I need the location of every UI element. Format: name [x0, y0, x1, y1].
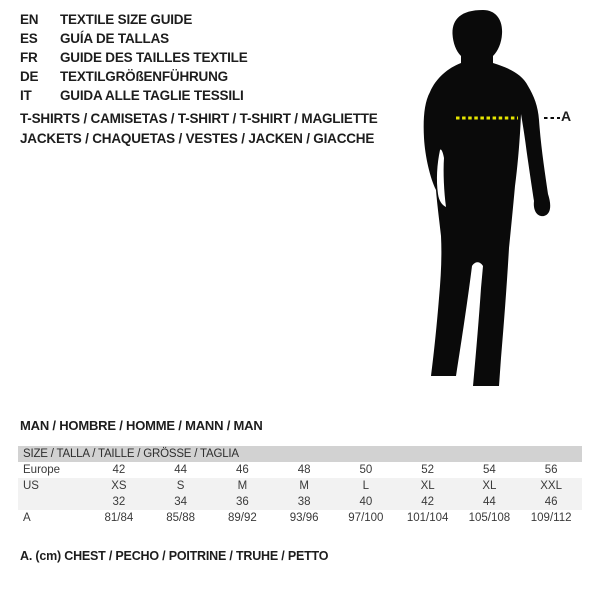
size-value: M [237, 480, 248, 492]
size-value: 34 [174, 496, 188, 508]
size-table [18, 446, 582, 526]
size-table-body [18, 462, 582, 526]
row-label: Europe [23, 464, 61, 476]
language-title: TEXTILGRÖßENFÜHRUNG [60, 69, 228, 84]
row-label: A [23, 512, 31, 524]
size-value: 44 [174, 464, 188, 476]
size-value: 48 [297, 464, 311, 476]
size-value: 81/84 [104, 512, 134, 524]
language-title: GUÍA DE TALLAS [60, 31, 169, 46]
language-row [20, 48, 248, 67]
table-row [18, 510, 582, 526]
size-value: 40 [359, 496, 373, 508]
man-silhouette [406, 8, 566, 392]
size-value: 46 [235, 464, 249, 476]
size-value: L [362, 480, 370, 492]
language-row [20, 10, 248, 29]
measure-label-a: A [561, 108, 572, 124]
language-row [20, 86, 248, 105]
size-value: 42 [421, 496, 435, 508]
language-code: IT [20, 88, 32, 103]
section-title-man: MAN / HOMBRE / HOMME / MANN / MAN [20, 418, 263, 433]
language-title: TEXTILE SIZE GUIDE [60, 12, 193, 27]
size-table-grid [18, 462, 582, 526]
language-list [20, 10, 248, 105]
size-value: 89/92 [227, 512, 257, 524]
size-value: 93/96 [289, 512, 319, 524]
category-list [20, 109, 378, 148]
language-row [20, 29, 248, 48]
size-value: 38 [297, 496, 311, 508]
table-row [18, 494, 582, 510]
man-silhouette-svg [406, 8, 566, 392]
language-title: GUIDA ALLE TAGLIE TESSILI [60, 88, 244, 103]
row-label [18, 494, 88, 510]
size-value: XL [482, 480, 497, 492]
footnote-chest: A. (cm) CHEST / PECHO / POITRINE / TRUHE / PETTO [20, 549, 329, 563]
language-row [20, 67, 248, 86]
size-value: XS [111, 480, 127, 492]
language-code: DE [20, 69, 39, 84]
table-row [18, 462, 582, 478]
size-value: 56 [544, 464, 558, 476]
size-value: 50 [359, 464, 373, 476]
size-value: 54 [482, 464, 496, 476]
category-tshirts: T-SHIRTS / CAMISETAS / T-SHIRT / T-SHIRT / MAGLIETTE [20, 111, 378, 126]
size-value: M [299, 480, 309, 492]
size-value: 44 [482, 496, 496, 508]
category-jackets: JACKETS / CHAQUETAS / VESTES / JACKEN / GIACCHE [20, 130, 375, 146]
size-table-header: SIZE / TALLA / TAILLE / GRÖSSE / TAGLIA [18, 446, 582, 462]
size-value: 52 [421, 464, 435, 476]
size-value: 109/112 [530, 512, 572, 524]
size-value: 85/88 [166, 512, 196, 524]
size-value: 105/108 [468, 512, 511, 524]
row-label: US [23, 480, 39, 492]
size-value: S [176, 480, 185, 492]
language-title: GUIDE DES TAILLES TEXTILE [60, 50, 248, 65]
size-value: 97/100 [348, 512, 384, 524]
size-value: 42 [112, 464, 126, 476]
size-value: XL [420, 480, 435, 492]
size-value: 32 [112, 496, 126, 508]
language-code: FR [20, 50, 38, 65]
size-value: 36 [235, 496, 249, 508]
size-value: 46 [544, 496, 558, 508]
language-code: EN [20, 12, 39, 27]
size-value: 101/104 [406, 512, 449, 524]
language-code: ES [20, 31, 38, 46]
table-row [18, 478, 582, 494]
size-value: XXL [540, 480, 562, 492]
